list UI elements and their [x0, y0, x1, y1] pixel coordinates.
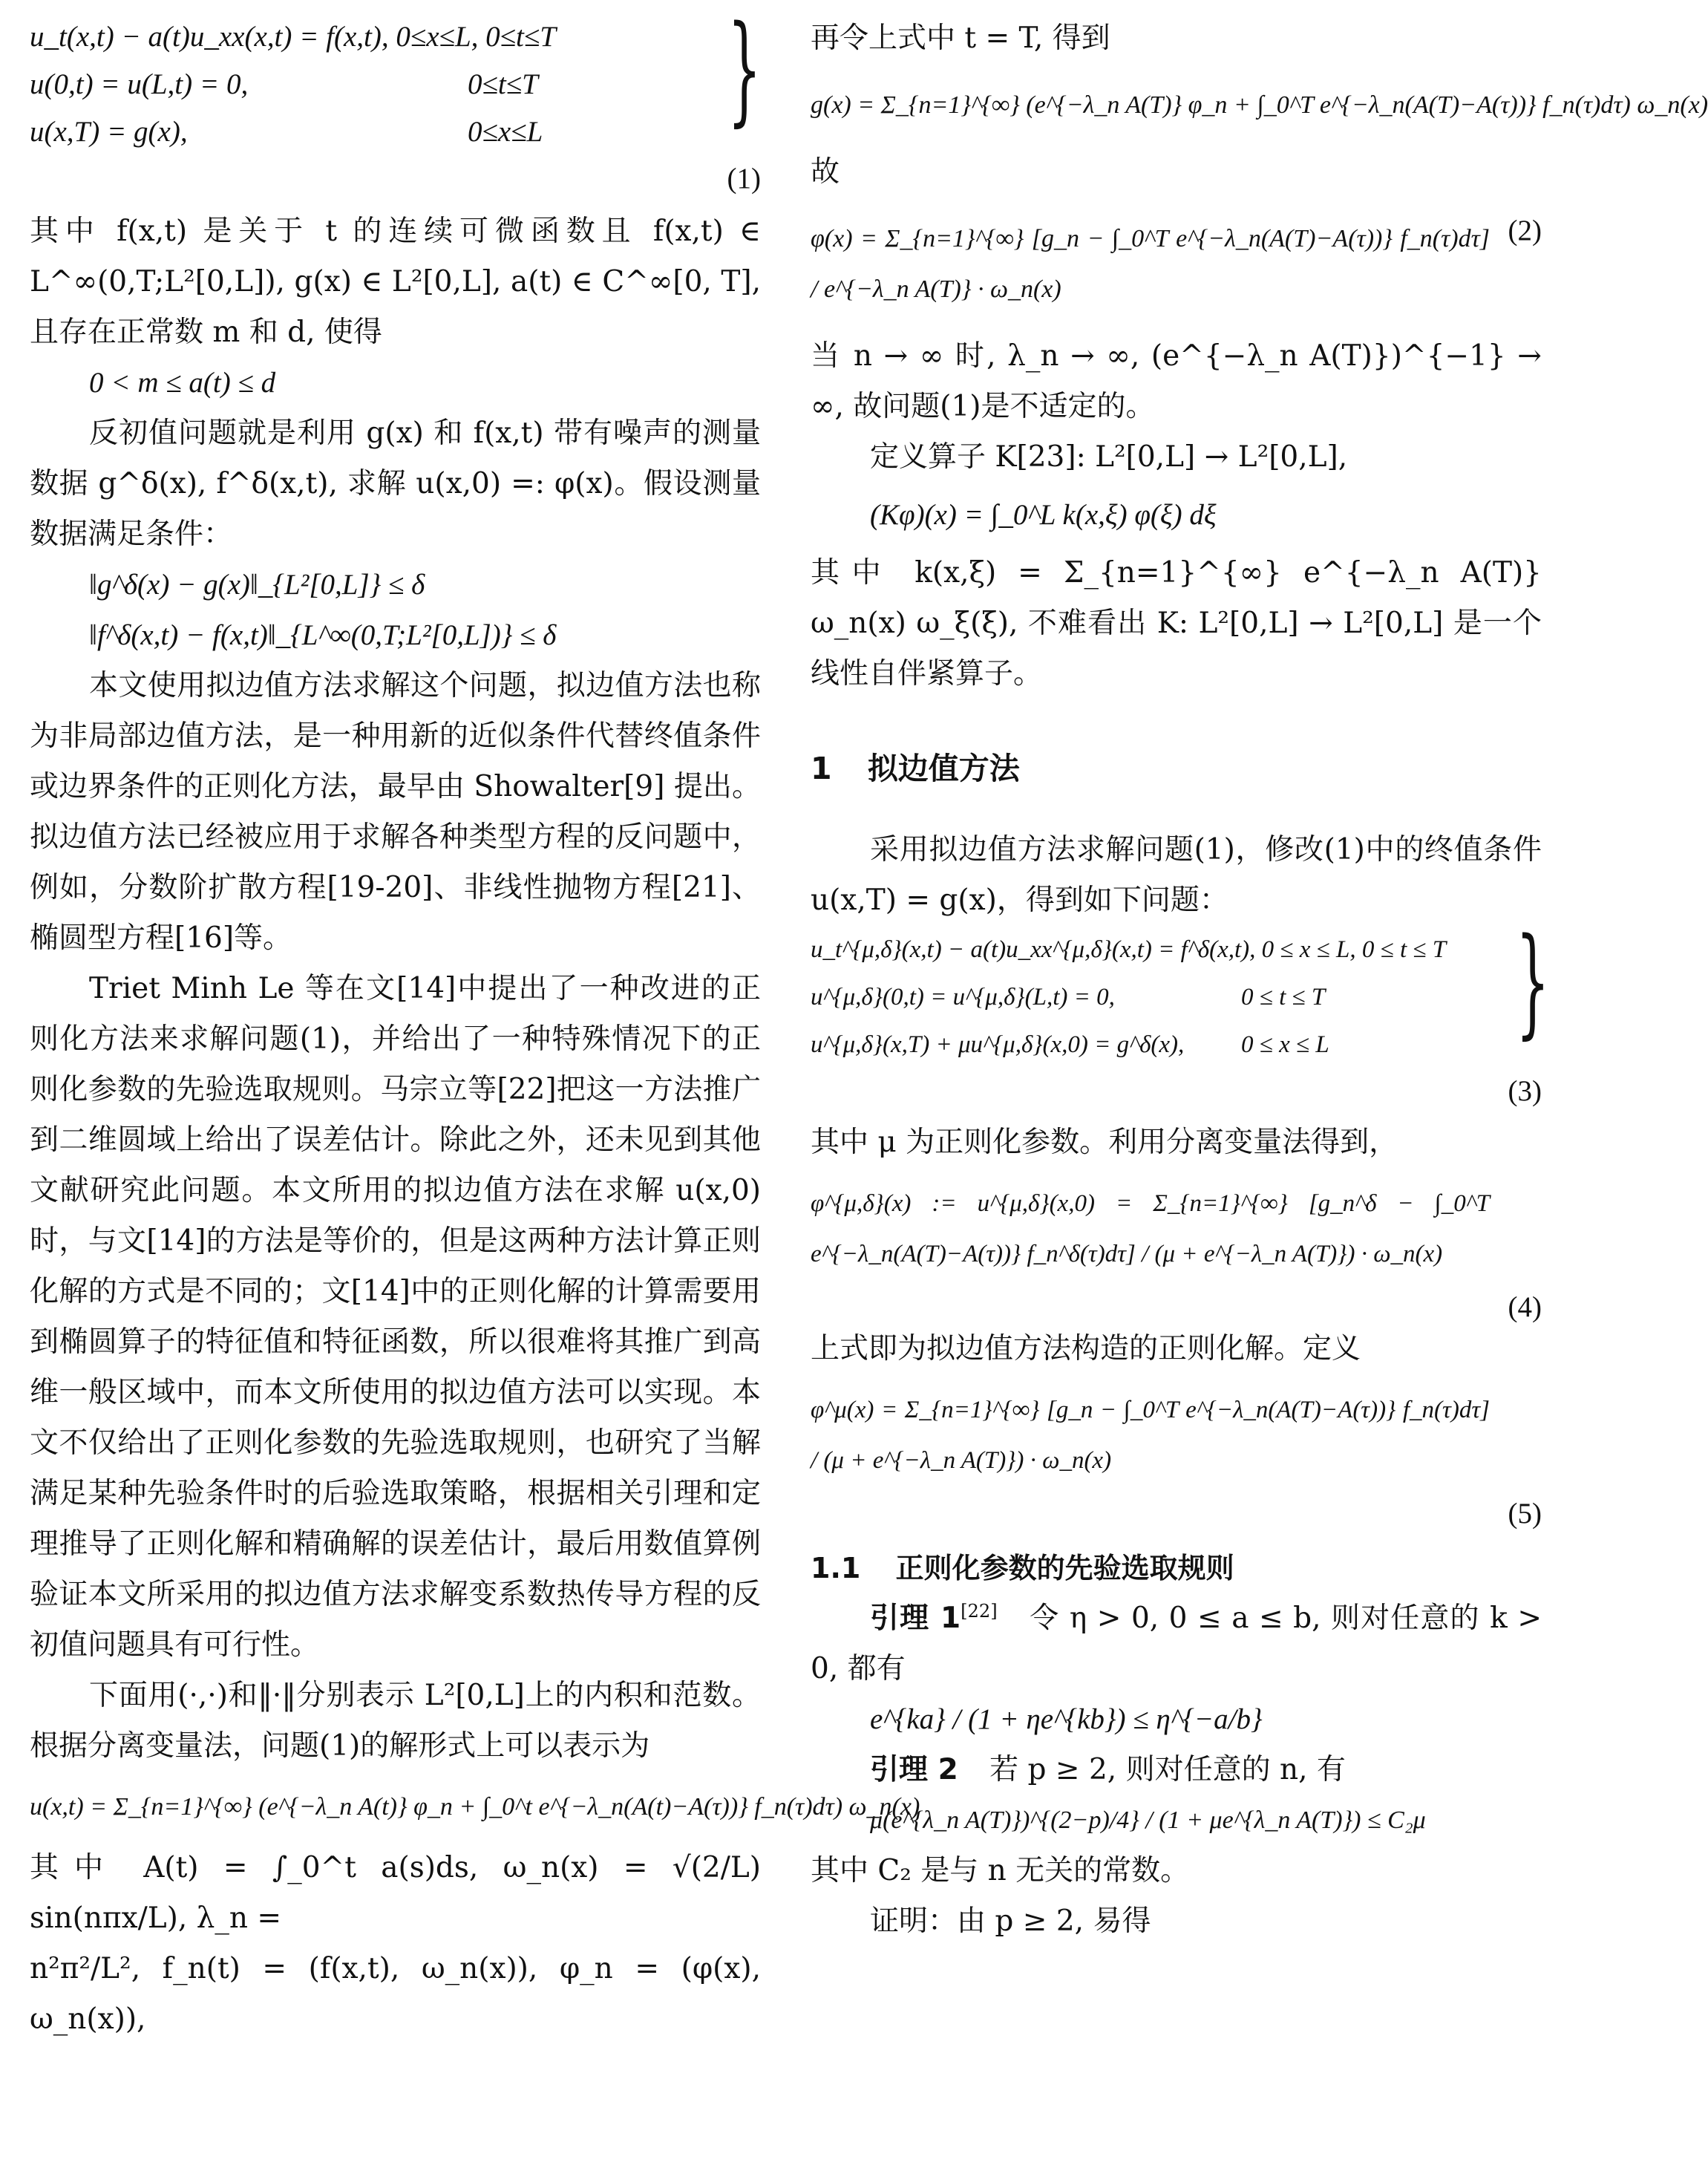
- lemma-1-text: 令 η > 0, 0 ≤ a ≤ b, 则对任意的 k > 0, 都有: [811, 1602, 1542, 1685]
- paragraph-literature: Triet Minh Le 等在文[14]中提出了一种改进的正则化方法来求解问题(1)，并给出了一种特殊情况下的正则化参数的先验选取规则。马宗立等[22]把这一方法推广到二维圆域上给出了误差估计。除此之外，还未见到其他文献研究此问题。本文所用的拟边值方法在求解 u(x,0) 时，与文[14]的方法是等价的，但是这两种方法计算正则化解的方式是不同的；文[14]中的正则化解的计算需要用到椭圆算子的特征值和特征函数，所以很难将其推广到高维一般区域中，而本文所使用的拟边值方法可以实现。本文不仅给出了正则化参数的先验选取规则，也研究了当解满足某种先验条件时的后验选取策略，根据相关引理和定理推导了正则化解和精确解的误差估计，最后用数值算例验证本文所采用的拟边值方法求解变系数热传导方程的反初值问题具有可行性。: [30, 972, 761, 1662]
- lemma-2-equation: μ(e^{λ_n A(T)})^{(2−p)/4} / (1 + μe^{λ_n A(T)}) ≤ C₂μ: [870, 1806, 1426, 1834]
- paragraph-definitions-1: 其中 A(t) = ∫_0^t a(s)ds, ω_n(x) = √(2/L) sin(nπx/L), λ_n =: [30, 1851, 761, 1935]
- eq3-cond-2: 0 ≤ t ≤ T: [1241, 984, 1326, 1011]
- eq1-brace: }: [727, 0, 762, 138]
- paragraph-constant: 其中 C₂ 是与 n 无关的常数。: [811, 1854, 1190, 1887]
- noise-condition-2: ‖f^δ(x,t) − f(x,t)‖_{L^∞(0,T;L²[0,L])} ≤ δ: [89, 619, 557, 651]
- paragraph-set-t: 再令上式中 t = T, 得到: [811, 22, 1110, 55]
- paragraph-qbv-intro: 采用拟边值方法求解问题(1)，修改(1)中的终值条件 u(x,T) = g(x)，得到如下问题：: [811, 833, 1542, 917]
- subsection-1-1-title: 正则化参数的先验选取规则: [895, 1552, 1234, 1584]
- paragraph-regularized: 上式即为拟边值方法构造的正则化解。定义: [811, 1332, 1361, 1365]
- eq1-line-1: u_t(x,t) − a(t)u_xx(x,t) = f(x,t), 0≤x≤L, 0≤t≤T: [30, 21, 556, 53]
- eq3-number: (3): [1508, 1075, 1542, 1107]
- equation-5: [811, 1385, 1542, 1530]
- eq1-number: (1): [727, 163, 761, 195]
- lemma-1: [811, 1586, 1542, 1694]
- eq3-line-1: u_t^{μ,δ}(x,t) − a(t)u_xx^{μ,δ}(x,t) = f^δ(x,t), 0 ≤ x ≤ L, 0 ≤ t ≤ T: [811, 936, 1447, 963]
- paragraph-definitions-2: n²π²/L², f_n(t) = (f(x,t), ω_n(x)), φ_n = (φ(x), ω_n(x)),: [30, 1952, 761, 2036]
- section-1-title: 拟边值方法: [867, 751, 1020, 786]
- lemma-1-title: 引理 1: [870, 1602, 961, 1635]
- lemma-2-title: 引理 2: [870, 1753, 958, 1786]
- paragraph-operator-k: 定义算子 K[23]: L²[0,L] → L²[0,L],: [870, 440, 1348, 474]
- condition-m-d: 0 < m ≤ a(t) ≤ d: [89, 367, 276, 399]
- eq5-body: φ^μ(x) = Σ_{n=1}^{∞} [g_n − ∫_0^T e^{−λ_n(A(T)−A(τ))} f_n(τ)dτ] / (μ + e^{−λ_n A(T)}) · ω_n(x): [811, 1397, 1490, 1474]
- eq1-cond-3: 0≤x≤L: [468, 116, 543, 148]
- equation-1: [30, 0, 762, 195]
- equation-4: [811, 1178, 1542, 1323]
- lemma-1-ref: [22]: [961, 1601, 998, 1622]
- k-operator-equation: (Kφ)(x) = ∫_0^L k(x,ξ) φ(ξ) dξ: [870, 499, 1217, 531]
- g-equation: g(x) = Σ_{n=1}^{∞} (e^{−λ_n A(T)} φ_n + ∫_0^T e^{−λ_n(A(T)−A(τ))} f_n(τ)dτ) ω_n(x): [811, 91, 1708, 119]
- paragraph-proof: 证明：由 p ≥ 2, 易得: [870, 1904, 1151, 1938]
- eq4-body: φ^{μ,δ}(x) := u^{μ,δ}(x,0) = Σ_{n=1}^{∞} [g_n^δ − ∫_0^T e^{−λ_n(A(T)−A(τ))} f_n^δ(τ)dτ] / (μ + e^{−λ_n A(T)}) · ω_n(x): [811, 1190, 1490, 1267]
- eq2-number: (2): [1508, 215, 1542, 247]
- paragraph-notation: 下面用(·,·)和‖·‖分别表示 L²[0,L]上的内积和范数。根据分离变量法，问题(1)的解形式上可以表示为: [30, 1679, 761, 1763]
- eq1-cond-2: 0≤t≤T: [468, 68, 538, 100]
- paragraph-therefore: 故: [811, 155, 840, 189]
- eq3-line-2: u^{μ,δ}(0,t) = u^{μ,δ}(L,t) = 0, 0 ≤ t ≤ T: [811, 973, 1542, 1021]
- paragraph-mu: 其中 μ 为正则化参数。利用分离变量法得到，: [811, 1126, 1398, 1159]
- lemma-1-equation: e^{ka} / (1 + ηe^{kb}) ≤ η^{−a/b}: [870, 1703, 1263, 1735]
- eq4-number: (4): [1508, 1291, 1542, 1323]
- eq1-line-3: u(x,T) = g(x), 0≤x≤L: [30, 108, 761, 156]
- equation-3: [811, 912, 1550, 1117]
- subsection-1-1-number: 1.1: [811, 1552, 861, 1584]
- solution-equation: u(x,t) = Σ_{n=1}^{∞} (e^{−λ_n A(t)} φ_n + ∫_0^t e^{−λ_n(A(t)−A(τ))} f_n(τ)dτ) ω_n(x): [30, 1793, 920, 1821]
- eq3-brace: }: [1516, 912, 1550, 1051]
- lemma-2: [811, 1745, 1542, 1795]
- eq3-cond-3: 0 ≤ x ≤ L: [1241, 1031, 1329, 1058]
- paragraph-method: 本文使用拟边值方法求解这个问题，拟边值方法也称为非局部边值方法，是一种用新的近似条件代替终值条件或边界条件的正则化方法，最早由 Showalter[9] 提出。拟边值方法已经被应用于求解各种类型方程的反问题中，例如，分数阶扩散方程[19-20]、非线性抛物方程[21]、椭圆型方程[16]等。: [30, 669, 761, 955]
- paragraph-conditions: 其中 f(x,t) 是关于 t 的连续可微函数且 f(x,t) ∈ L^∞(0,T;L²[0,L]), g(x) ∈ L²[0,L], a(t) ∈ C^∞[0, T], 且存在正常数 m 和 d, 使得: [30, 215, 761, 349]
- right-column: [811, 13, 1708, 1947]
- eq3-line-3: u^{μ,δ}(x,T) + μu^{μ,δ}(x,0) = g^δ(x), 0 ≤ x ≤ L: [811, 1021, 1542, 1068]
- paragraph-kernel: 其中 k(x,ξ) = Σ_{n=1}^{∞} e^{−λ_n A(T)} ω_n(x) ω_ξ(ξ), 不难看出 K: L²[0,L] → L²[0,L] 是一个线性自伴紧算子。: [811, 556, 1542, 691]
- paragraph-inverse-problem: 反初值问题就是利用 g(x) 和 f(x,t) 带有噪声的测量数据 g^δ(x), f^δ(x,t), 求解 u(x,0) =: φ(x)。假设测量数据满足条件：: [30, 417, 761, 551]
- section-1-heading: [811, 744, 1542, 788]
- lemma-2-text: 若 p ≥ 2, 则对任意的 n, 有: [989, 1753, 1346, 1786]
- subsection-1-1-heading: [811, 1545, 1542, 1586]
- equation-2: [811, 214, 1542, 315]
- eq1-line-2: u(0,t) = u(L,t) = 0, 0≤t≤T: [30, 61, 761, 108]
- eq2-body: φ(x) = Σ_{n=1}^{∞} [g_n − ∫_0^T e^{−λ_n(A(T)−A(τ))} f_n(τ)dτ] / e^{−λ_n A(T)} · ω_n(x): [811, 225, 1490, 303]
- eq5-number: (5): [1508, 1498, 1542, 1530]
- section-1-number: 1: [811, 751, 832, 786]
- paragraph-ill-posed: 当 n → ∞ 时, λ_n → ∞, (e^{−λ_n A(T)})^{−1} → ∞, 故问题(1)是不适定的。: [811, 339, 1542, 423]
- noise-condition-1: ‖g^δ(x) − g(x)‖_{L²[0,L]} ≤ δ: [89, 569, 425, 601]
